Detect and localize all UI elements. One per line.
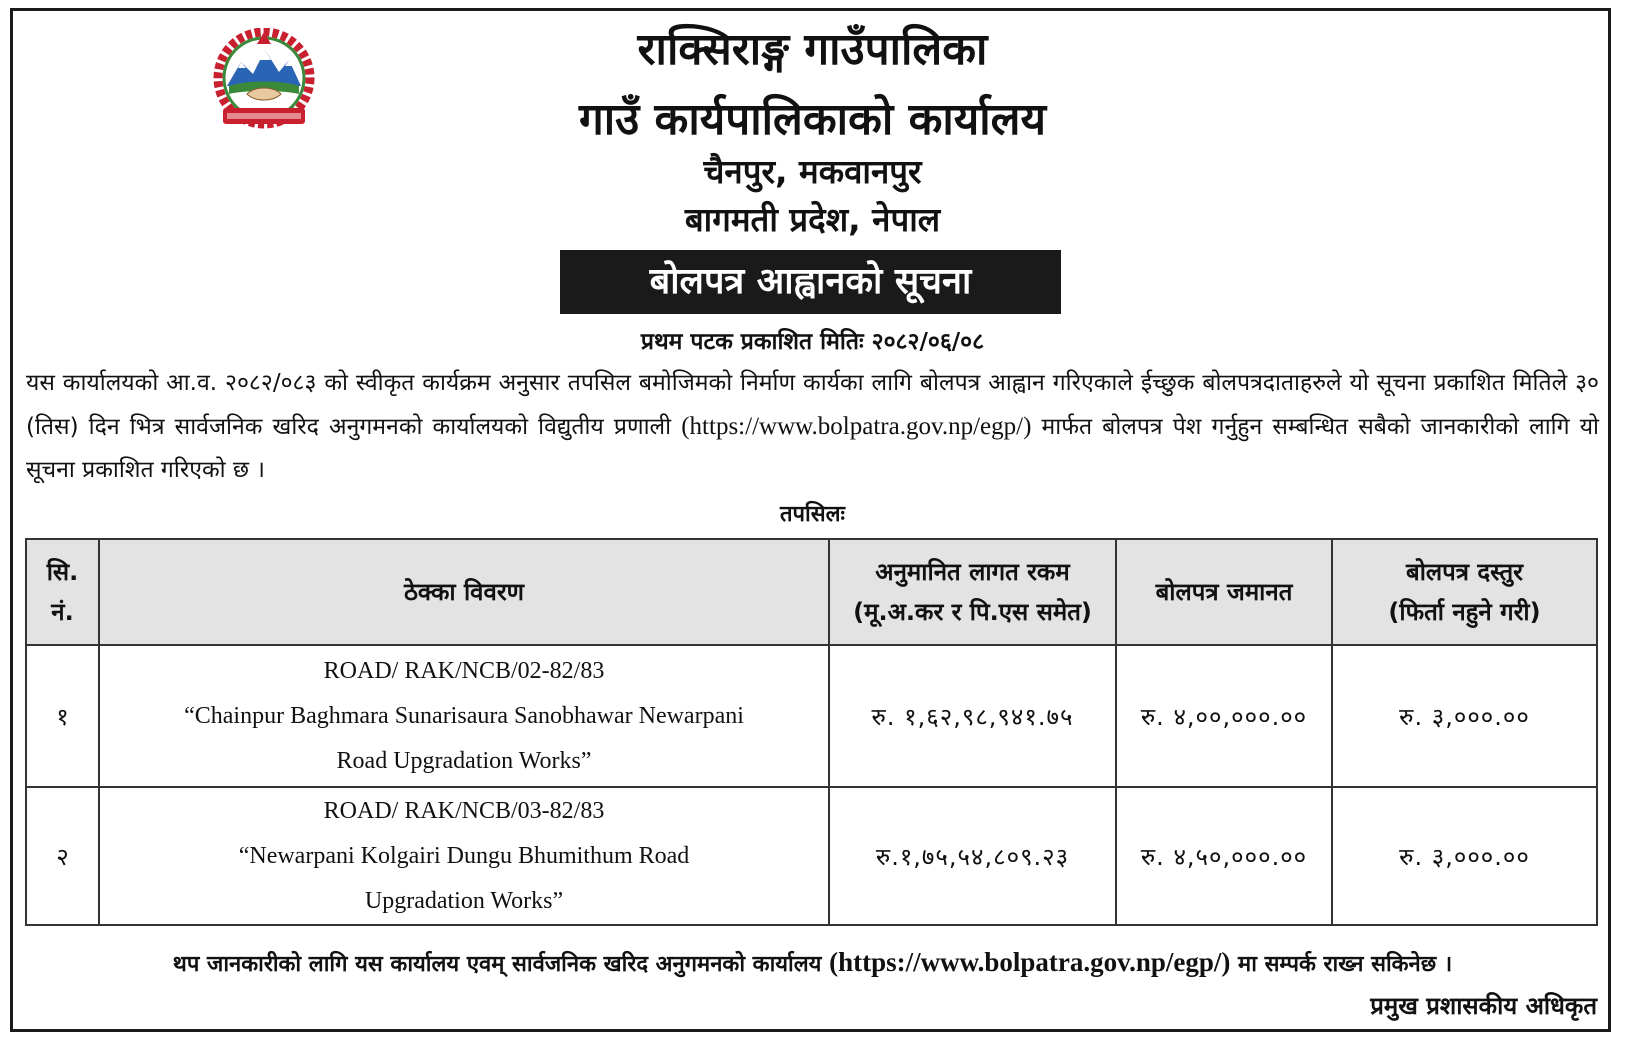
row-estimated-cost: रु.१,७५,५४,८०९.२३ [829,787,1116,925]
body-text-end: मार्फत बोलपत्र पेश गर्नुहुन सम्बन्धित सबैको जानकारीको लागि यो सूचना प्रकाशित गरिएको छ । [26,414,1599,483]
header-serial-number: सि. नं. [26,539,99,645]
body-text-start: यस कार्यालयको आ.व. २०८२/०८३ को स्वीकृत कार्यक्रम अनुसार तपसिल बमोजिमको निर्माण कार्यका लागि बोलपत्र आह्वान गरिएकाले ईच्छुक बोलपत्रदाताहरुले यो सूचना प्रकाशित मितिले ३० (तिस) दिन भित्र सार्वजनिक खरिद अनुगमनको कार्यालयको विद्युतीय प्रणाली [26,370,1599,440]
contract-name-line2: Road Upgradation Works” [336,747,592,774]
row-bid-fee: रु. ३,०००.०० [1332,645,1597,787]
row-bid-security: रु. ४,५०,०००.०० [1116,787,1332,925]
header-contract-description: ठेक्का विवरण [99,539,829,645]
publication-label: प्रथम पटक प्रकाशित मितिः [640,329,864,355]
header-bid-fee: बोलपत्र दस्तुर (फिर्ता नहुने गरी) [1332,539,1597,645]
row-contract-description [99,645,829,787]
table-row [26,645,1597,787]
row-serial-number: २ [26,787,99,925]
row-contract-description [99,787,829,925]
office-name: गाउँ कार्यपालिकाको कार्यालय [578,94,1047,145]
header-estimated-cost: अनुमानित लागत रकम (मू.अ.कर र पि.एस समेत) [829,539,1116,645]
footer-text-start: थप जानकारीको लागि यस कार्यालय एवम् सार्वजनिक खरिद अनुगमनको कार्यालय [172,952,830,977]
province-country: बागमती प्रदेश, नेपाल [684,200,941,239]
contract-name-line1: “Chainpur Baghmara Sunarisaura Sanobhawar Newarpani [184,702,744,729]
schedule-label: तपसिलः [780,502,845,527]
row-serial-number: १ [26,645,99,787]
footer-contact-line [0,945,1625,982]
publication-date: २०८२/०६/०८ [871,329,985,355]
contract-code: ROAD/ RAK/NCB/02-82/83 [323,657,605,684]
row-estimated-cost: रु. १,६२,९८,९४१.७५ [829,645,1116,787]
footer-text-end: मा सम्पर्क राख्न सकिनेछ । [1230,952,1453,977]
footer-egp-link[interactable]: (https://www.bolpatra.gov.np/egp/) [829,947,1231,977]
table-row [26,787,1597,925]
contract-name-line2: Upgradation Works” [364,887,564,914]
notice-title-banner: बोलपत्र आह्वानको सूचना [560,250,1061,314]
tender-table [25,538,1598,926]
contract-code: ROAD/ RAK/NCB/03-82/83 [323,797,605,824]
municipality-name: राक्सिराङ्ग गाउँपालिका [637,24,988,75]
publication-date-line [0,326,1625,358]
table-header-row [26,539,1597,645]
contract-name-line1: “Newarpani Kolgairi Dungu Bhumithum Road [238,842,690,869]
header-bid-security: बोलपत्र जमानत [1116,539,1332,645]
notice-body [26,362,1599,492]
signatory-title: प्रमुख प्रशासकीय अधिकृत [1370,992,1597,1020]
egp-link[interactable]: (https://www.bolpatra.gov.np/egp/) [681,413,1032,440]
row-bid-security: रु. ४,००,०००.०० [1116,645,1332,787]
office-location: चैनपुर, मकवानपुर [703,152,922,191]
row-bid-fee: रु. ३,०००.०० [1332,787,1597,925]
